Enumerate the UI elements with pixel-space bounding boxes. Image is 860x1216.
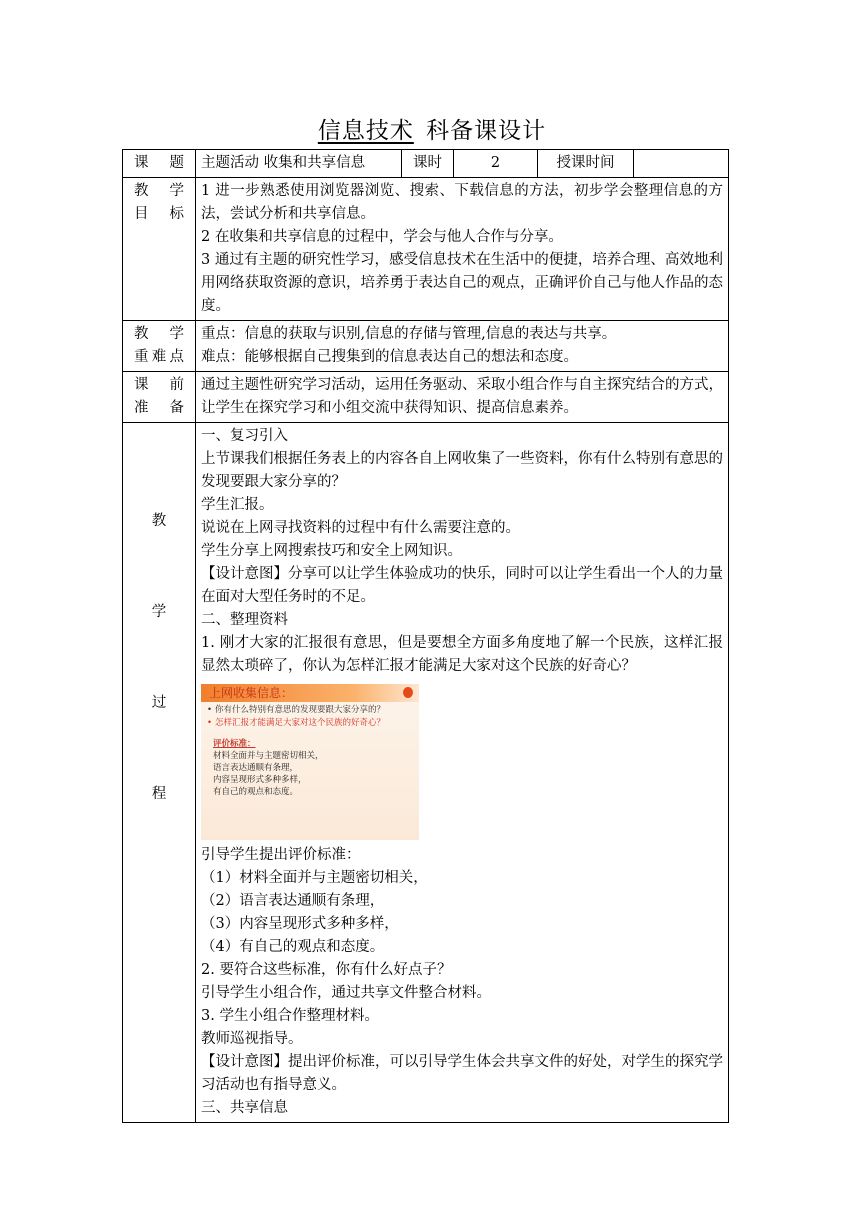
keypoint-item: 难点：能够根据自己搜集到的信息表达自己的想法和态度。 (201, 349, 578, 365)
keypoints-label-cell (123, 321, 196, 372)
prep-content (196, 372, 729, 423)
keypoints-label-1: 教 学 (134, 326, 184, 342)
process-line: 三、共享信息 (201, 1100, 288, 1116)
process-label-char: 教 (151, 513, 167, 529)
process-line: 学生汇报。 (201, 497, 274, 513)
slide-logo-icon (403, 687, 413, 698)
slide-criteria-title: 评价标准： (213, 739, 256, 749)
slide-criteria (201, 738, 419, 798)
title-subject: 信息技术 (317, 118, 414, 144)
topic-label-cell (123, 150, 196, 178)
lesson-plan-table (122, 149, 729, 1123)
process-line: 一、复习引入 (201, 428, 288, 444)
goals-label-2: 目 标 (134, 206, 184, 222)
process-line: 【设计意图】分享可以让学生体验成功的快乐，同时可以让学生看出一个人的力量在面对大型任务时的不足。 (201, 566, 723, 605)
process-label-char: 学 (151, 604, 167, 620)
page-title (0, 112, 860, 145)
process-line: 上节课我们根据任务表上的内容各自上网收集了一些资料，你有什么特别有意思的发现要跟大家分享的？ (201, 451, 723, 490)
process-label-char: 过 (151, 695, 167, 711)
goals-label-1: 教 学 (134, 183, 184, 199)
slide-criteria-item: 材料全面并与主题密切相关， (213, 751, 324, 761)
prep-label-2: 准 备 (134, 400, 184, 416)
process-line: （3）内容呈现形式多种多样， (201, 916, 399, 932)
prep-text: 通过主题性研究学习活动，运用任务驱动、采取小组合作与自主探究结合的方式，让学生在探究学习和小组交流中获得知识、提高信息素养。 (201, 377, 723, 416)
process-row (123, 423, 729, 1123)
process-line: 2. 要符合这些标准，你有什么好点子？ (201, 962, 452, 978)
process-label-cell (123, 423, 196, 1123)
slide-question-1: • 你有什么特别有意思的发现要跟大家分享的？ (201, 705, 419, 715)
keypoints-row (123, 321, 729, 372)
slide-image (201, 684, 419, 840)
goal-item: 2 在收集和共享信息的过程中，学会与他人合作与分享。 (201, 229, 563, 245)
process-line: 引导学生小组合作，通过共享文件整合材料。 (201, 985, 491, 1001)
process-line: 3. 学生小组合作整理材料。 (201, 1008, 379, 1024)
process-line: 教师巡视指导。 (201, 1031, 303, 1047)
keypoints-label-2: 重难点 (134, 349, 184, 365)
topic-row (123, 150, 729, 178)
process-line: 【设计意图】提出评价标准，可以引导学生体会共享文件的好处，对学生的探究学习活动也有指导意义。 (201, 1054, 723, 1093)
title-suffix: 科备课设计 (426, 118, 547, 144)
prep-label-cell (123, 372, 196, 423)
topic-label: 课 题 (134, 155, 184, 171)
process-line: （1）材料全面并与主题密切相关， (201, 870, 428, 886)
time-value (634, 150, 729, 178)
process-line: 引导学生提出评价标准： (201, 847, 361, 863)
period-value: 2 (454, 150, 538, 178)
goal-item: 1 进一步熟悉使用浏览器浏览、搜索、下载信息的方法，初步学会整理信息的方法，尝试分析和共享信息。 (201, 183, 723, 222)
goals-label-cell (123, 178, 196, 321)
process-label-char: 程 (151, 786, 167, 802)
keypoints-content (196, 321, 729, 372)
time-label: 授课时间 (538, 150, 634, 178)
prep-label-1: 课 前 (134, 377, 184, 393)
goal-item: 3 通过有主题的研究性学习，感受信息技术在生活中的便捷，培养合理、高效地利用网络获取资源的意识，培养勇于表达自己的观点，正确评价自己与他人作品的态度。 (201, 252, 723, 314)
slide-criteria-item: 语言表达通顺有条理， (213, 763, 299, 773)
keypoint-item: 重点：信息的获取与识别,信息的存储与管理,信息的表达与共享。 (201, 326, 617, 342)
process-line: （4）有自己的观点和态度。 (201, 939, 385, 955)
prep-row (123, 372, 729, 423)
process-line: 二、整理资料 (201, 612, 288, 628)
topic-value: 主题活动 收集和共享信息 (196, 150, 402, 178)
process-line: 1. 刚才大家的汇报很有意思，但是要想全方面多角度地了解一个民族，这样汇报显然太琐碎了，你认为怎样汇报才能满足大家对这个民族的好奇心？ (201, 635, 723, 674)
slide-header: 上网收集信息： (201, 684, 419, 702)
goals-row (123, 178, 729, 321)
process-line: （2）语言表达通顺有条理， (201, 893, 385, 909)
process-line: 学生分享上网搜索技巧和安全上网知识。 (201, 543, 462, 559)
process-line: 说说在上网寻找资料的过程中有什么需要注意的。 (201, 520, 520, 536)
goals-content (196, 178, 729, 321)
process-content (196, 423, 729, 1123)
slide-criteria-item: 内容呈现形式多种多样， (213, 775, 307, 785)
slide-criteria-item: 有自己的观点和态度。 (213, 787, 299, 797)
slide-question-2: • 怎样汇报才能满足大家对这个民族的好奇心？ (201, 718, 419, 728)
period-label: 课时 (402, 150, 454, 178)
